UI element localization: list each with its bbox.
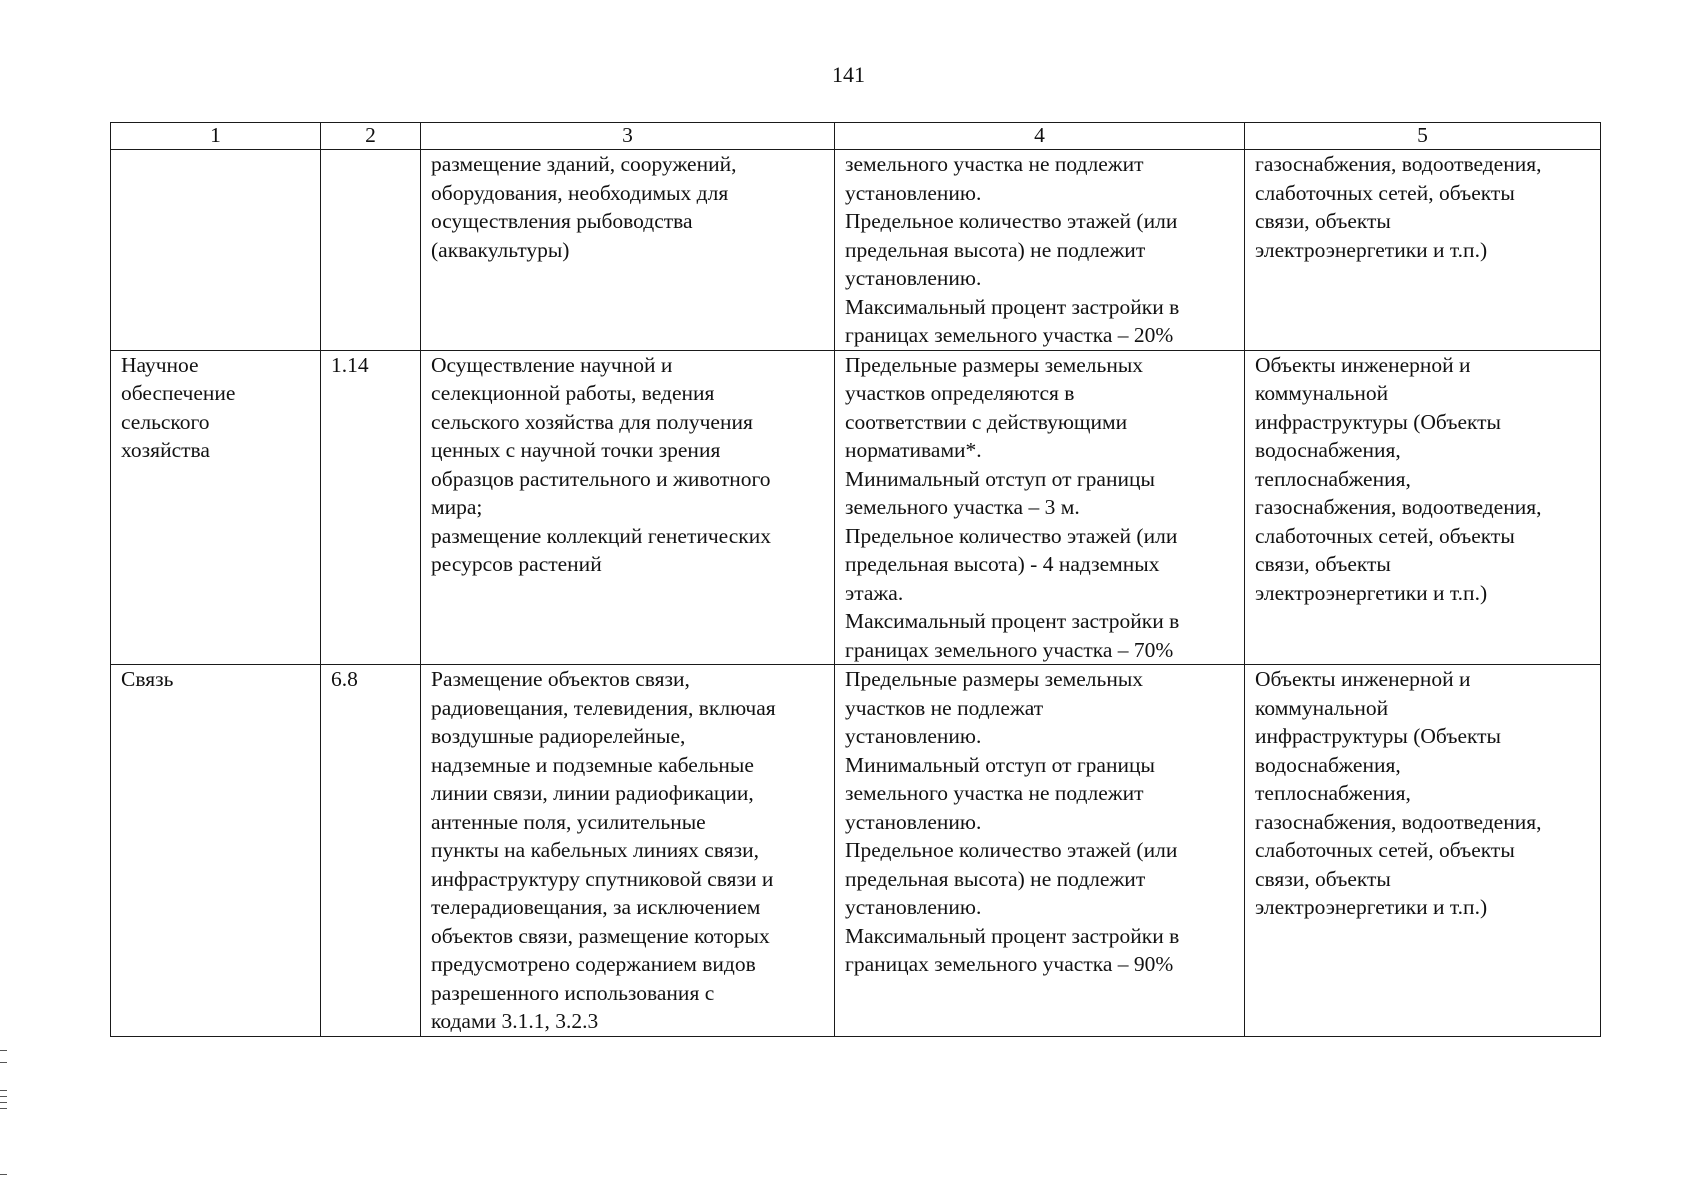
cell-line: Предельное количество этажей (или [845,209,1178,233]
cell-line: предельная высота) не подлежит [845,237,1146,262]
cell-line: коммунальной [1255,381,1389,405]
cell-line: пункты на кабельных линиях связи, [431,838,759,862]
cell-line: теплоснабжения, [1255,466,1411,491]
cell-line: водоснабжения, [1255,752,1401,777]
cell-line: линии связи, линии радиофикации, [431,781,754,805]
cell-line: Минимальный отступ от границы [845,752,1155,777]
cell-line: разрешенного использования с [431,980,715,1005]
cell-line: оборудования, необходимых для [431,180,729,205]
scan-edge-marks [0,1050,8,1180]
cell-line: коммунальной [1255,695,1389,720]
cell-line: Предельное количество этажей (или [845,838,1178,862]
cell-line: участков определяются в [845,381,1075,405]
auxiliary-uses-cell [1245,350,1601,665]
column-header-3: 3 [421,123,835,150]
cell-line: этажа. [845,580,904,605]
table-row [111,350,1601,665]
cell-line: связи, объекты [1255,552,1391,576]
use-description-cell [421,150,835,351]
cell-line: газоснабжения, водоотведения, [1255,495,1542,519]
cell-line: установлению. [845,724,982,748]
cell-line: размещение коллекций генетических [431,523,771,548]
cell-line: воздушные радиорелейные, [431,724,686,748]
parameters-cell [835,665,1245,1037]
use-code-cell: 6.8 [321,665,421,1037]
cell-line: земельного участка не подлежит [845,152,1144,176]
parameters-cell [835,150,1245,351]
cell-line: ценных с научной точки зрения [431,438,721,462]
cell-line: газоснабжения, водоотведения, [1255,152,1542,176]
cell-line: водоснабжения, [1255,438,1401,462]
cell-line: инфраструктуры (Объекты [1255,724,1502,748]
table-header-row [111,123,1601,150]
cell-line: связи, объекты [1255,209,1391,233]
cell-line: Минимальный отступ от границы [845,466,1155,491]
cell-line: инфраструктуру спутниковой связи и [431,866,774,891]
cell-line: слаботочных сетей, объекты [1255,523,1515,548]
cell-line: надземные и подземные кабельные [431,752,754,777]
cell-line: сельского [121,409,210,434]
cell-line: Максимальный процент застройки в [845,923,1180,948]
cell-line: предусмотрено содержанием видов [431,952,756,976]
cell-line: хозяйства [121,438,210,462]
column-header-4: 4 [835,123,1245,150]
cell-line: размещение зданий, сооружений, [431,152,737,176]
cell-line: антенные поля, усилительные [431,809,706,834]
cell-line: ресурсов растений [431,552,602,576]
land-use-table [110,122,1601,1037]
cell-line: осуществления рыбоводства [431,209,693,233]
cell-line: слаботочных сетей, объекты [1255,180,1515,205]
cell-line: Предельные размеры земельных [845,667,1144,691]
cell-line: кодами 3.1.1, 3.2.3 [431,1009,599,1033]
cell-line: Максимальный процент застройки в [845,294,1180,319]
cell-line: Предельное количество этажей (или [845,523,1178,548]
use-code-cell [321,150,421,351]
use-description-cell [421,350,835,665]
cell-line: соответствии с действующими [845,409,1128,434]
cell-line: (аквакультуры) [431,237,570,262]
cell-line: границах земельного участка – 70% [845,637,1174,662]
cell-line: земельного участка не подлежит [845,781,1144,805]
cell-line: сельского хозяйства для получения [431,409,753,434]
cell-line: инфраструктуры (Объекты [1255,409,1502,434]
parameters-cell [835,350,1245,665]
cell-line: границах земельного участка – 20% [845,323,1174,347]
page-number: 141 [832,62,865,87]
auxiliary-uses-cell [1245,150,1601,351]
cell-line: Предельные размеры земельных [845,352,1144,377]
cell-line: Связь [121,667,174,691]
cell-line: нормативами*. [845,438,982,462]
cell-line: слаботочных сетей, объекты [1255,838,1515,862]
cell-line: объектов связи, размещение которых [431,923,770,948]
cell-line: Максимальный процент застройки в [845,609,1180,633]
use-description-cell [421,665,835,1037]
cell-line: электроэнергетики и т.п.) [1255,895,1488,919]
use-name-cell [111,350,321,665]
cell-line: границах земельного участка – 90% [845,952,1174,976]
cell-line: связи, объекты [1255,866,1391,891]
use-name-cell [111,665,321,1037]
cell-line: газоснабжения, водоотведения, [1255,809,1542,834]
table-row [111,150,1601,351]
table-row [111,665,1601,1037]
cell-line: земельного участка – 3 м. [845,495,1080,519]
cell-line: предельная высота) не подлежит [845,866,1146,891]
cell-line: предельная высота) - 4 надземных [845,552,1160,576]
cell-line: установлению. [845,180,982,205]
column-header-1: 1 [111,123,321,150]
cell-line: установлению. [845,809,982,834]
cell-line: селекционной работы, ведения [431,381,715,405]
cell-line: Объекты инженерной и [1255,352,1471,377]
cell-line: электроэнергетики и т.п.) [1255,580,1488,605]
cell-line: телерадиовещания, за исключением [431,895,761,919]
auxiliary-uses-cell [1245,665,1601,1037]
cell-line: обеспечение [121,381,236,405]
column-header-5: 5 [1245,123,1601,150]
cell-line: Научное [121,352,199,377]
cell-line: установлению. [845,266,982,290]
cell-line: Объекты инженерной и [1255,667,1471,691]
cell-line: участков не подлежат [845,695,1044,720]
cell-line: установлению. [845,895,982,919]
cell-line: Осуществление научной и [431,352,673,377]
cell-line: образцов растительного и животного [431,466,771,491]
cell-line: радиовещания, телевидения, включая [431,695,776,720]
column-header-2: 2 [321,123,421,150]
cell-line: мира; [431,495,483,519]
use-name-cell [111,150,321,351]
cell-line: электроэнергетики и т.п.) [1255,237,1488,262]
use-code-cell: 1.14 [321,350,421,665]
cell-line: Размещение объектов связи, [431,667,690,691]
cell-line: теплоснабжения, [1255,781,1411,805]
